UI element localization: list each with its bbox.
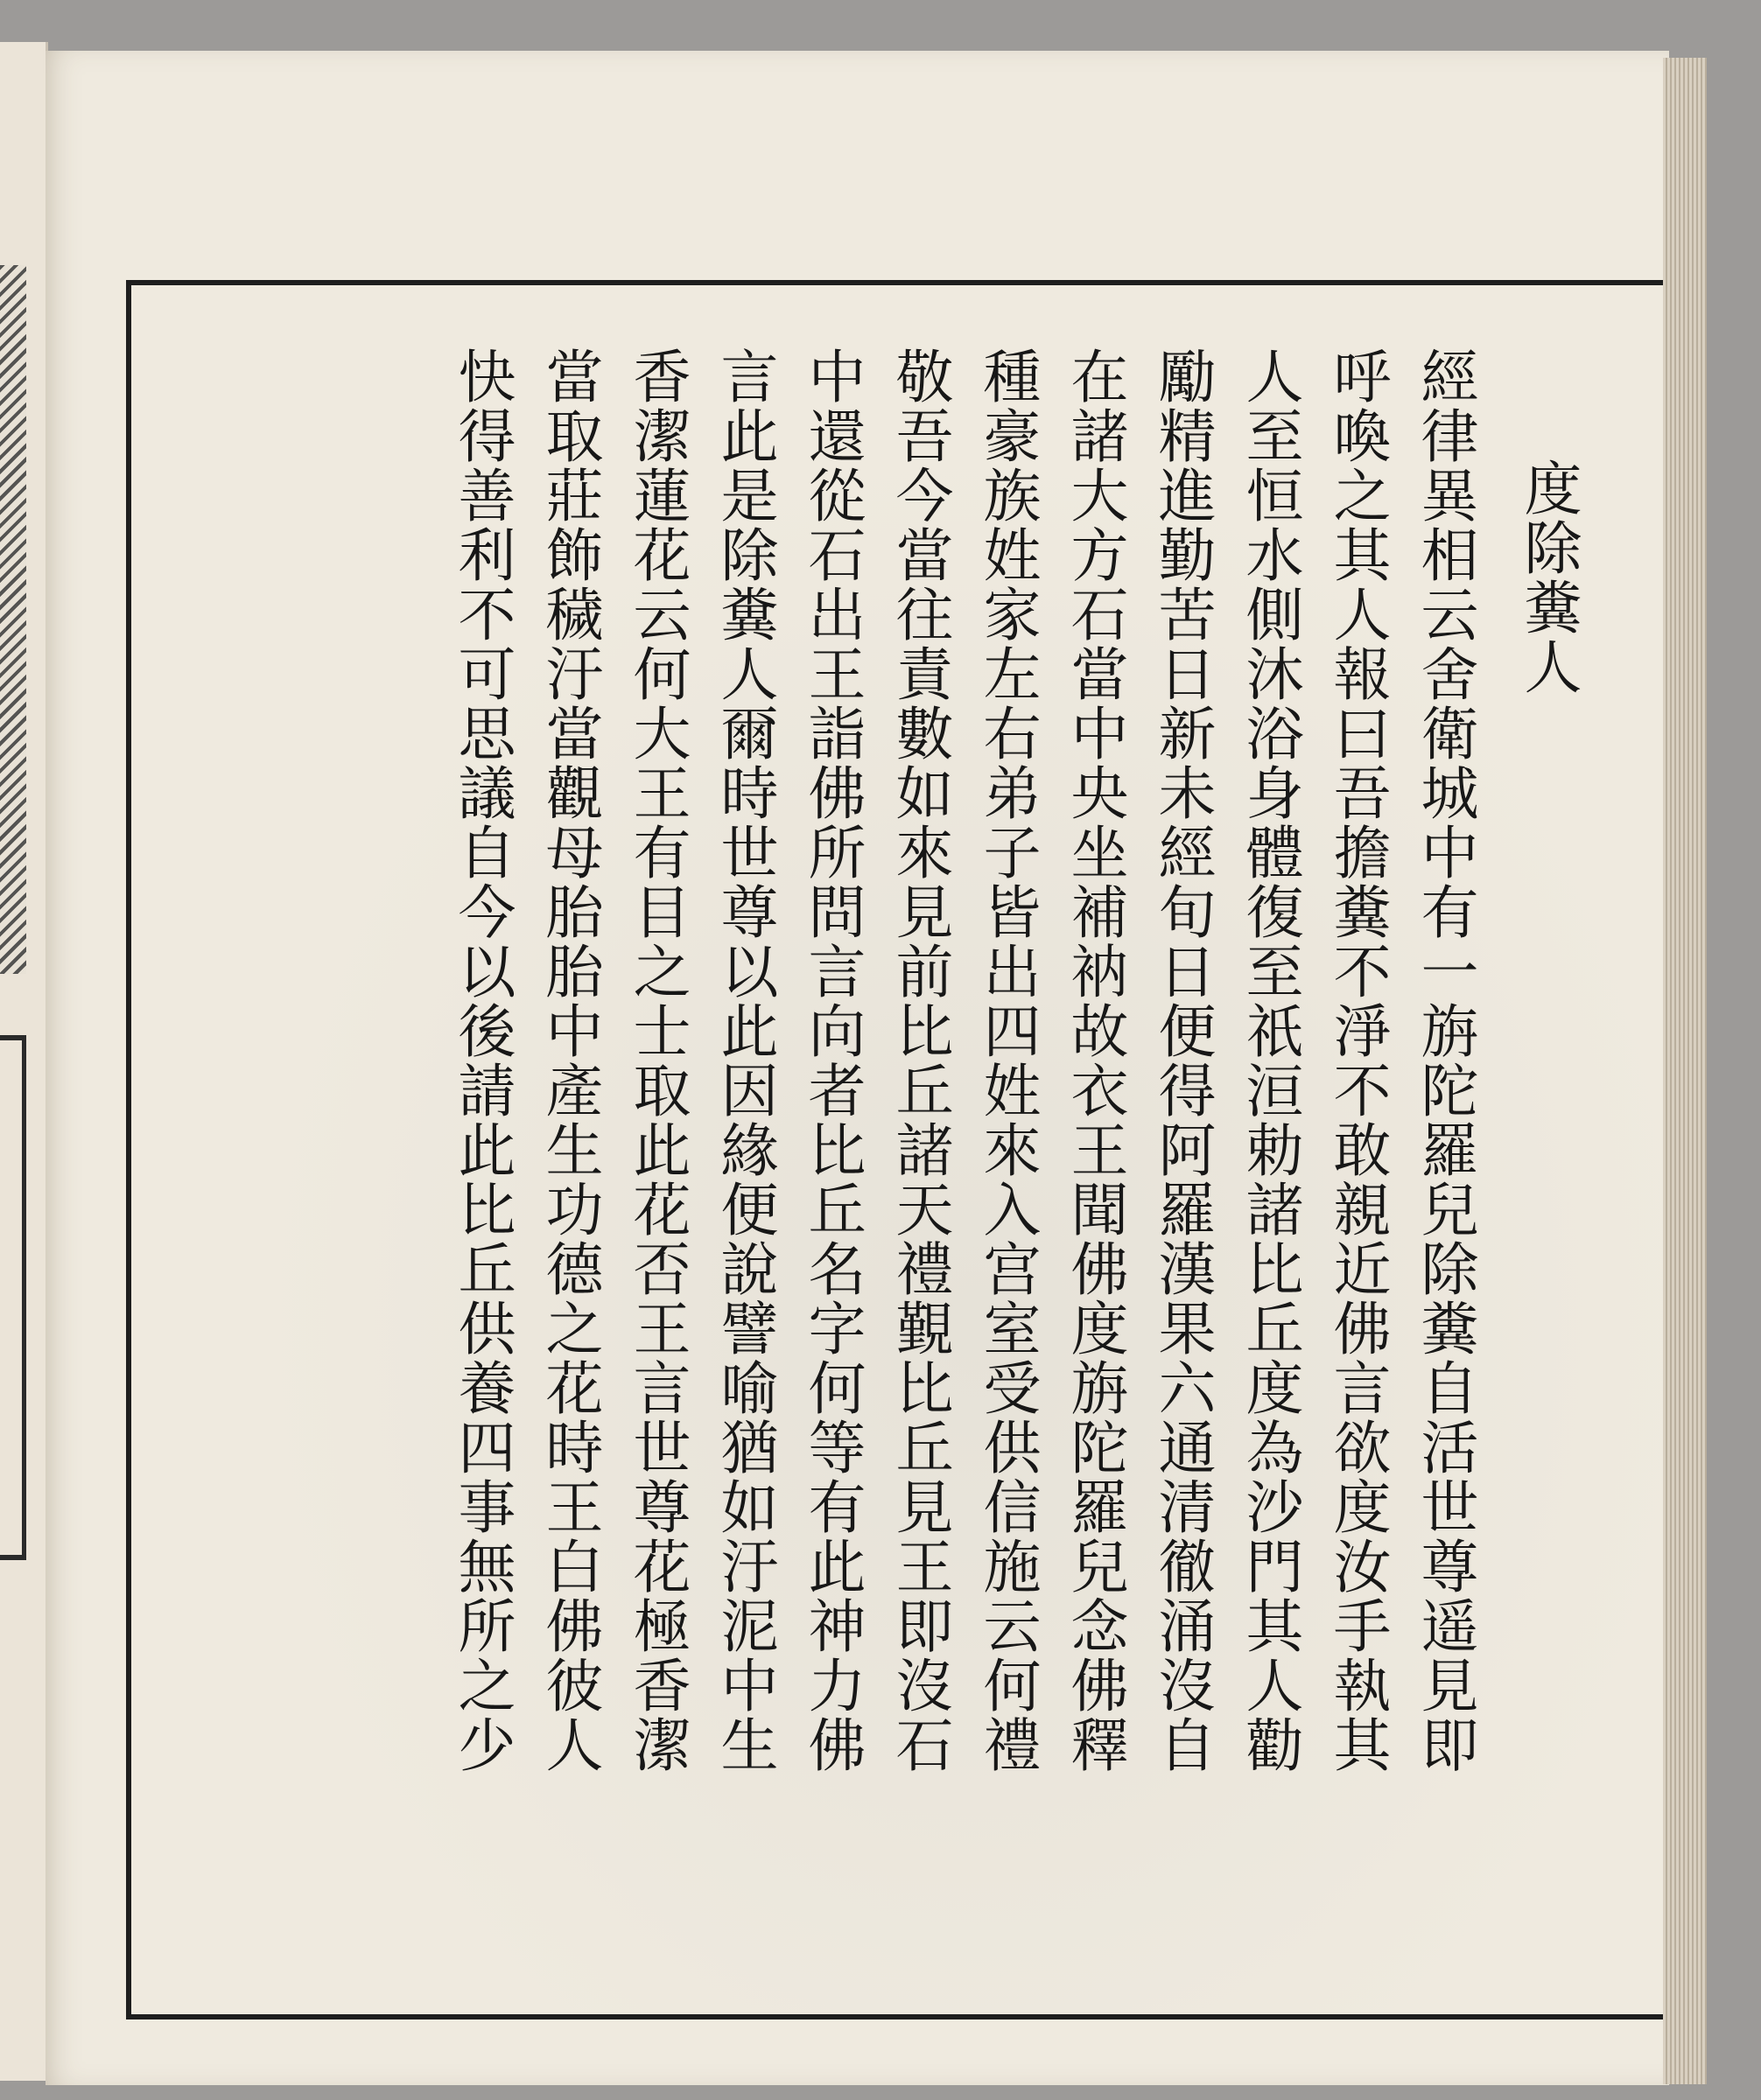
text-column-12: 快得善利不可思議自今以後請此比丘供養四事無所之少 <box>448 346 516 1774</box>
text-column-9: 言此是除糞人爾時世尊以此因緣便說譬喻猶如汙泥中生 <box>711 346 778 1774</box>
text-column-2: 呼喚之其人報曰吾擔糞不淨不敢親近佛言欲度汝手執其 <box>1323 346 1391 1774</box>
section-title: 度除糞人 <box>1514 458 1582 696</box>
text-column-7: 敬吾今當往責數如來見前比丘諸天禮覲比丘見王即沒石 <box>886 346 953 1774</box>
text-column-5: 在諸大方石當中央坐補衲故衣王聞佛度旃陀羅兒念佛釋 <box>1061 346 1128 1774</box>
text-columns <box>438 346 1591 1774</box>
text-frame <box>126 280 1675 2020</box>
left-page-illustration-fragment <box>0 265 26 974</box>
text-column-8: 中還從石出王詣佛所問言向者比丘名字何等有此神力佛 <box>798 346 866 1774</box>
page-edge-stack <box>1663 58 1707 2084</box>
left-page-border-fragment <box>0 1035 26 1560</box>
text-column-10: 香潔蓮花云何大王有目之士取此花否王言世尊花極香潔 <box>623 346 691 1774</box>
left-page-edge <box>0 42 48 2081</box>
text-column-3: 人至恒水側沐浴身體復至祇洹勅諸比丘度為沙門其人勸 <box>1236 346 1303 1774</box>
text-column-6: 種豪族姓家左右弟子皆出四姓來入宫室受供信施云何禮 <box>973 346 1041 1774</box>
text-column-4: 勵精進勤苦日新未經旬日便得阿羅漢果六通清徹涌沒自 <box>1148 346 1216 1774</box>
text-column-11: 當取莊飾穢汙當觀母胎胎中產生功德之花時王白佛彼人 <box>536 346 603 1774</box>
text-column-1: 經律異相云舍衛城中有一旃陀羅兒除糞自活世尊遥見即 <box>1411 346 1478 1774</box>
book-page <box>46 51 1669 2085</box>
